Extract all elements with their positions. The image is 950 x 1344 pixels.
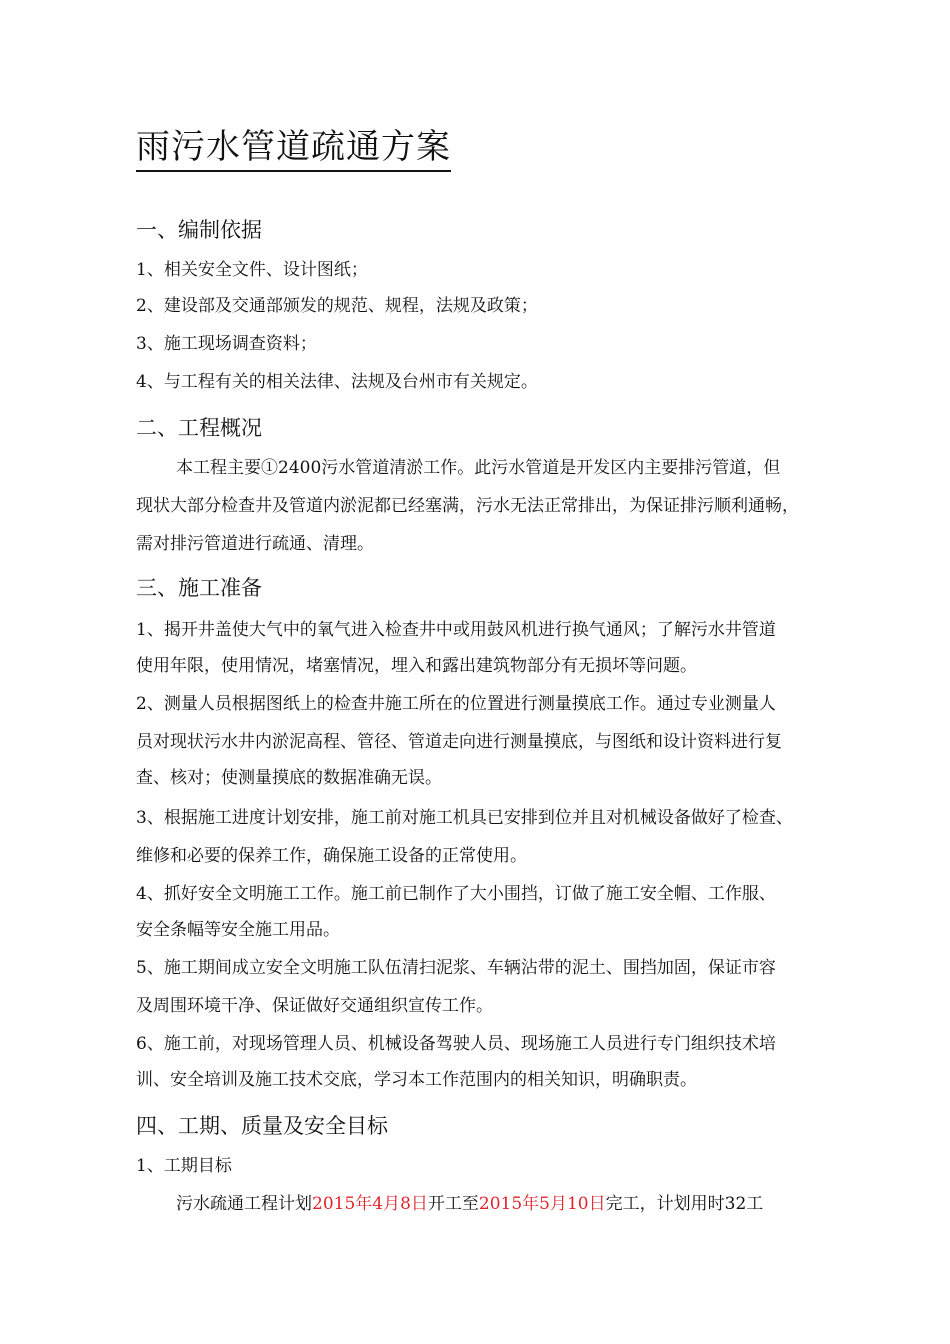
prep-line-3: 2、测量人员根据图纸上的检查井施工所在的位置进行测量摸底工作。通过专业测量人 xyxy=(136,694,776,714)
schedule-target-subheading: 1、工期目标 xyxy=(136,1156,232,1176)
prep-line-13: 训、安全培训及施工技术交底，学习本工作范围内的相关知识，明确职责。 xyxy=(136,1070,697,1090)
basis-item-1: 1、相关安全文件、设计图纸； xyxy=(136,260,368,280)
schedule-paragraph xyxy=(176,1192,763,1216)
overview-line-2: 现状大部分检查井及管道内淤泥都已经塞满，污水无法正常排出，为保证排污顺利通畅， xyxy=(136,496,799,516)
prep-line-2: 使用年限，使用情况，堵塞情况，埋入和露出建筑物部分有无损坏等问题。 xyxy=(136,656,697,676)
basis-item-2: 2、建设部及交通部颁发的规范、规程，法规及政策； xyxy=(136,296,538,316)
prep-line-1: 1、揭开井盖使大气中的氧气进入检查井中或用鼓风机进行换气通风；了解污水井管道 xyxy=(136,620,776,640)
prep-line-6: 3、根据施工进度计划安排，施工前对施工机具已安排到位并且对机械设备做好了检查、 xyxy=(136,808,793,828)
schedule-text-b: 开工至 xyxy=(427,1194,479,1214)
basis-item-3: 3、施工现场调查资料； xyxy=(136,334,317,354)
document-title: 雨污水管道疏通方案 xyxy=(136,124,451,172)
end-date: 2015年5月10日 xyxy=(478,1194,606,1214)
overview-line-1: 本工程主要①2400污水管道清淤工作。此污水管道是开发区内主要排污管道，但 xyxy=(176,458,781,478)
prep-line-5: 查、核对；使测量摸底的数据准确无误。 xyxy=(136,768,442,788)
prep-line-4: 员对现状污水井内淤泥高程、管径、管道走向进行测量摸底，与图纸和设计资料进行复 xyxy=(136,732,782,752)
overview-line-3: 需对排污管道进行疏通、清理。 xyxy=(136,534,374,554)
section-heading-basis: 一、编制依据 xyxy=(136,218,262,242)
section-heading-targets: 四、工期、质量及安全目标 xyxy=(136,1114,388,1138)
section-heading-overview: 二、工程概况 xyxy=(136,416,262,440)
schedule-text-a: 污水疏通工程计划 xyxy=(176,1194,312,1214)
section-heading-preparation: 三、施工准备 xyxy=(136,576,262,600)
prep-line-7: 维修和必要的保养工作，确保施工设备的正常使用。 xyxy=(136,846,527,866)
prep-line-11: 及周围环境干净、保证做好交通组织宣传工作。 xyxy=(136,996,493,1016)
prep-line-8: 4、抓好安全文明施工工作。施工前已制作了大小围挡，订做了施工安全帽、工作服、 xyxy=(136,884,776,904)
prep-line-9: 安全条幅等安全施工用品。 xyxy=(136,920,340,940)
schedule-text-c: 完工，计划用时32工 xyxy=(605,1194,764,1214)
start-date: 2015年4月8日 xyxy=(312,1194,428,1214)
prep-line-12: 6、施工前，对现场管理人员、机械设备驾驶人员、现场施工人员进行专门组织技术培 xyxy=(136,1034,776,1054)
basis-item-4: 4、与工程有关的相关法律、法规及台州市有关规定。 xyxy=(136,372,538,392)
prep-line-10: 5、施工期间成立安全文明施工队伍清扫泥浆、车辆沾带的泥土、围挡加固，保证市容 xyxy=(136,958,776,978)
